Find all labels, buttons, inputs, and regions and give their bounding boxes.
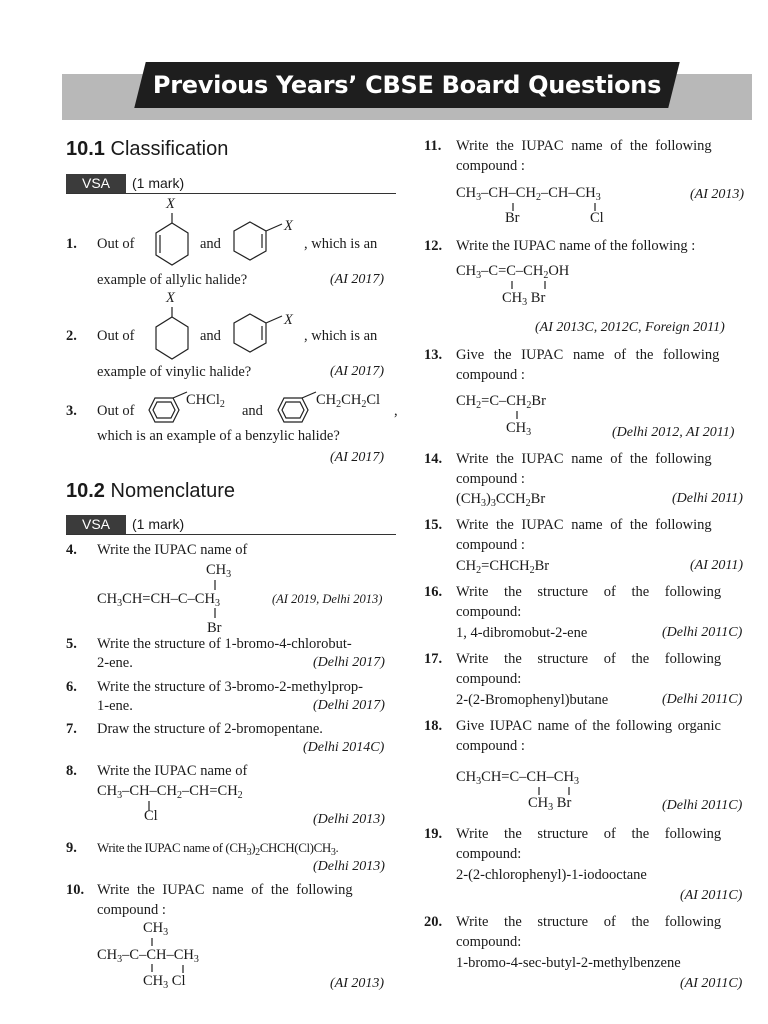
chemical-group: $CH_3$ xyxy=(143,920,169,938)
question-number: 18. xyxy=(424,718,443,734)
question-text: 2-ene. xyxy=(97,655,133,671)
question-number: 11. xyxy=(424,138,442,154)
reference: (Delhi 2017) xyxy=(313,698,385,713)
marks-label: (1 mark) xyxy=(132,175,185,191)
question-number: 5. xyxy=(66,636,77,652)
benzene-chcl2-structure xyxy=(143,396,191,426)
compound-name: 2-(2-chlorophenyl)-1-iodooctane xyxy=(456,867,647,883)
question-text: Give the IUPAC name of the following xyxy=(456,347,720,363)
question-text: example of vinylic halide? xyxy=(97,364,252,380)
reference: (Delhi 2012, AI 2011) xyxy=(612,425,735,440)
question-number: 9. xyxy=(66,840,77,856)
chemical-structure: $CH_3CH=CH-C-CH_3$ xyxy=(97,591,220,609)
question-text: Out of xyxy=(97,403,135,419)
question-text: 1-ene. xyxy=(97,698,133,714)
question-number: 7. xyxy=(66,721,77,737)
question-number: 3. xyxy=(66,403,77,419)
compound-name: 1, 4-dibromobut-2-ene xyxy=(456,625,588,641)
vsa-tag: VSA xyxy=(66,515,126,534)
chemical-formula: $(CH_3)_3CCH_2Br$ xyxy=(456,491,546,509)
question-text: Write the IUPAC name of the following : xyxy=(456,238,696,254)
question-text: Give IUPAC name of the following organic xyxy=(456,718,721,734)
chemical-structure: $CH_3-C-CH-CH_3$ xyxy=(97,947,199,965)
reference: (Delhi 2011C) xyxy=(662,798,743,813)
section-heading-nomenclature: 10.2 Nomenclature xyxy=(66,480,236,502)
question-text: Write the IUPAC name of xyxy=(97,542,248,558)
and-text: and xyxy=(242,403,263,419)
chemical-group: Cl xyxy=(590,210,604,226)
chemical-group: CHCl$_2$ xyxy=(186,392,225,410)
question-text: , which is an xyxy=(304,328,378,344)
chemical-group: $CH_3$ Cl xyxy=(143,973,186,991)
reference: (AI 2013) xyxy=(330,976,385,991)
chemical-formula: $CH_2=CHCH_2Br$ xyxy=(456,558,550,576)
chemical-group: Br xyxy=(505,210,520,226)
question-text: compound: xyxy=(456,604,522,620)
question-number: 10. xyxy=(66,882,85,898)
question-text: Write the structure of the following xyxy=(456,584,722,600)
bond-lines xyxy=(512,203,602,215)
reference: (AI 2017) xyxy=(330,364,385,379)
question-text: example of allylic halide? xyxy=(97,272,248,288)
chemical-structure: $CH_3CH=C-CH-CH_3$ xyxy=(456,769,579,787)
reference: (AI 2011) xyxy=(690,558,743,573)
reference: (AI 2019, Delhi 2013) xyxy=(272,592,383,606)
cyclohexene-x-structure xyxy=(150,213,194,269)
question-text: compound : xyxy=(456,367,525,383)
question-number: 17. xyxy=(424,651,443,667)
question-text: Write the IUPAC name of xyxy=(97,763,248,779)
reference: (AI 2017) xyxy=(330,450,385,465)
cyclohexane-x-structure xyxy=(150,307,194,363)
chemical-group: $CH_3$ Br xyxy=(528,795,572,813)
question-number: 14. xyxy=(424,451,443,467)
question-text: Draw the structure of 2-bromopentane. xyxy=(97,721,323,737)
comma: , xyxy=(394,403,398,419)
question-text: Write the structure of 1-bromo-4-chlorobut- xyxy=(97,636,352,652)
chemical-group: Cl xyxy=(144,808,158,824)
question-text: Write the IUPAC name of the following xyxy=(456,451,712,467)
chemical-structure: $CH_3-CH-CH_2-CH-CH_3$ xyxy=(456,185,601,203)
question-text: compound : xyxy=(456,537,525,553)
reference: (AI 2013) xyxy=(690,187,745,202)
question-text: Out of xyxy=(97,328,135,344)
and-text: and xyxy=(200,236,221,252)
question-number: 13. xyxy=(424,347,443,363)
question-text: compound : xyxy=(456,471,525,487)
question-number: 15. xyxy=(424,517,443,533)
question-number: 19. xyxy=(424,826,443,842)
compound-name: 1-bromo-4-sec-butyl-2-methylbenzene xyxy=(456,955,681,971)
question-text: Write the IUPAC name of the following xyxy=(456,517,712,533)
question-number: 6. xyxy=(66,679,77,695)
question-number: 20. xyxy=(424,914,443,930)
benzene-ch2ch2cl-structure xyxy=(272,396,320,426)
reference: (Delhi 2013) xyxy=(313,859,385,874)
question-text: , which is an xyxy=(304,236,378,252)
question-text: which is an example of a benzylic halide? xyxy=(97,428,340,444)
question-text: Write the IUPAC name of the following xyxy=(97,882,353,898)
question-text: Write the structure of the following xyxy=(456,914,722,930)
vsa-tag: VSA xyxy=(66,174,126,193)
question-text: Out of xyxy=(97,236,135,252)
chemical-group: $CH_2CH_2Cl$ xyxy=(316,392,381,410)
and-text: and xyxy=(200,328,221,344)
vsa-bar xyxy=(66,515,396,535)
chemical-group: Br xyxy=(207,620,222,636)
reference: (AI 2013C, 2012C, Foreign 2011) xyxy=(535,320,725,335)
reference: (Delhi 2011C) xyxy=(662,625,743,640)
question-text: Write the structure of the following xyxy=(456,651,722,667)
reference: (AI 2017) xyxy=(330,272,385,287)
question-text: compound : xyxy=(456,158,525,174)
question-number: 1. xyxy=(66,236,77,252)
question-text: Write the IUPAC name of the following xyxy=(456,138,712,154)
page-title: Previous Years’ CBSE Board Questions xyxy=(152,71,662,99)
reference: (Delhi 2017) xyxy=(313,655,385,670)
question-text: compound : xyxy=(97,902,166,918)
question-number: 2. xyxy=(66,328,77,344)
chemical-structure: $CH_3-CH-CH_2-CH=CH_2$ xyxy=(97,783,243,801)
marks-label: (1 mark) xyxy=(132,516,185,532)
substituent-label: X xyxy=(166,196,175,212)
chemical-group: $CH_3$ xyxy=(506,420,532,438)
question-text: Write the IUPAC name of $(CH_3)_2CHCH(Cl)CH_3$. xyxy=(97,840,339,858)
question-text: compound: xyxy=(456,671,522,687)
question-number: 4. xyxy=(66,542,77,558)
reference: (Delhi 2014C) xyxy=(303,740,385,755)
reference: (Delhi 2011) xyxy=(672,491,743,506)
chemical-structure: $CH_2=C-CH_2Br$ xyxy=(456,393,546,411)
reference: (Delhi 2013) xyxy=(313,812,385,827)
question-number: 16. xyxy=(424,584,443,600)
question-text: compound : xyxy=(456,738,525,754)
compound-name: 2-(2-Bromophenyl)butane xyxy=(456,692,609,708)
chemical-group: $CH_3$ Br xyxy=(502,290,546,308)
question-text: compound: xyxy=(456,846,522,862)
chemical-structure: $CH_3-C=C-CH_2OH$ xyxy=(456,263,570,281)
reference: (Delhi 2011C) xyxy=(662,692,743,707)
question-number: 8. xyxy=(66,763,77,779)
chemical-group: $CH_3$ xyxy=(206,562,232,580)
vsa-bar xyxy=(66,174,396,194)
reference: (AI 2011C) xyxy=(680,976,743,991)
question-text: compound: xyxy=(456,934,522,950)
substituent-label: X xyxy=(166,290,175,306)
substituent-label: X xyxy=(284,312,293,328)
question-text: Write the structure of 3-bromo-2-methylprop- xyxy=(97,679,363,695)
reference: (AI 2011C) xyxy=(680,888,743,903)
section-heading-classification: 10.1 Classification xyxy=(66,138,229,160)
question-text: Write the structure of the following xyxy=(456,826,722,842)
question-number: 12. xyxy=(424,238,443,254)
substituent-label: X xyxy=(284,218,293,234)
